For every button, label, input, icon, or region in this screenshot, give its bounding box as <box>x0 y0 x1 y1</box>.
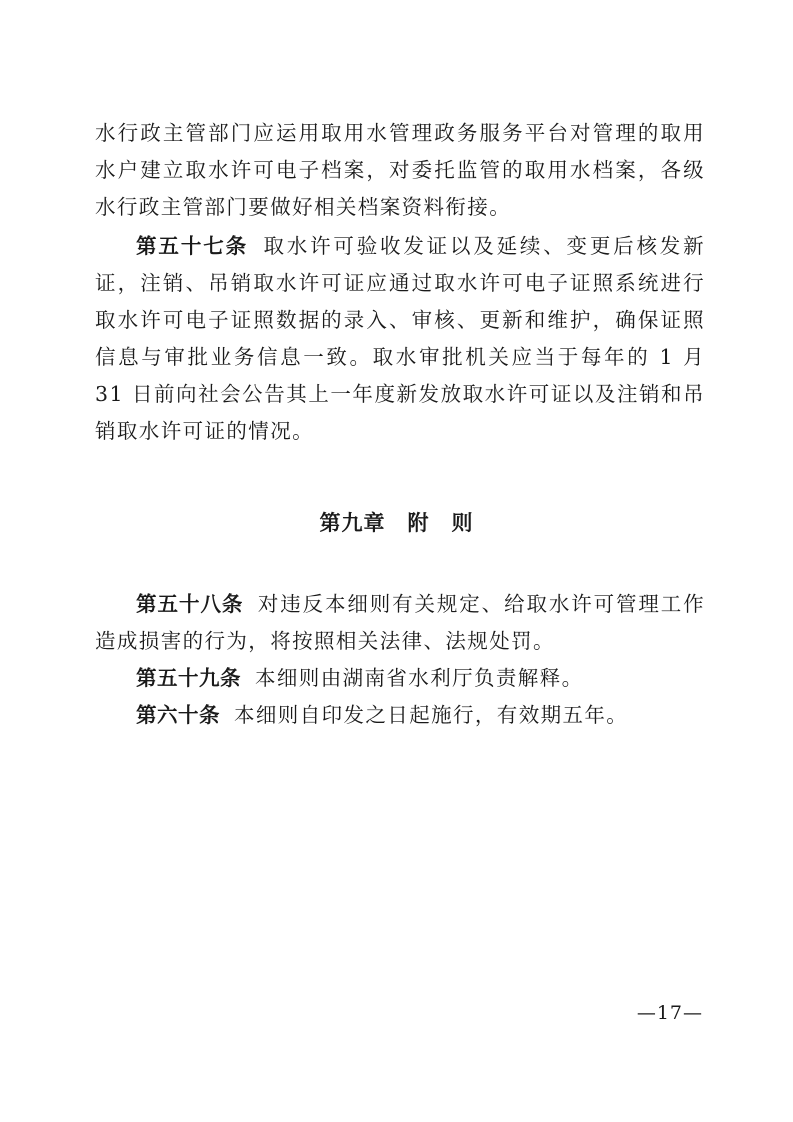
article-60-number: 第六十条 <box>136 703 220 727</box>
article-57-number: 第五十七条 <box>136 234 249 258</box>
chapter-heading <box>0 508 793 538</box>
chapter-number: 第九章 <box>319 511 386 535</box>
article-59-number: 第五十九条 <box>136 666 241 690</box>
article-60-paragraph <box>95 697 705 734</box>
article-57-text: 取水许可验收发证以及延续、变更后核发新证，注销、吊销取水许可证应通过取水许可电子证照系统进行取水许可电子证照数据的录入、审核、更新和维护，确保证照信息与审批业务信息一致。取水审批机关应当于每年的 1 月 31 日前向社会公告其上一年度新发放取水许可证以及注销和吊销取水许可证的情况。 <box>95 234 705 443</box>
continuation-text: 水行政主管部门应运用取用水管理政务服务平台对管理的取用水户建立取水许可电子档案，对委托监管的取用水档案，各级水行政主管部门要做好相关档案资料衔接。 <box>95 121 705 219</box>
article-60-text: 本细则自印发之日起施行，有效期五年。 <box>234 703 629 727</box>
article-58-paragraph <box>95 586 705 660</box>
continuation-paragraph <box>95 115 705 226</box>
article-59-paragraph <box>95 660 705 697</box>
page-number: —17— <box>636 1002 703 1024</box>
chapter-title: 附 则 <box>407 511 474 535</box>
article-59-text: 本细则由湖南省水利厅负责解释。 <box>255 666 584 690</box>
article-58-number: 第五十八条 <box>136 592 244 616</box>
article-57-paragraph <box>95 228 705 450</box>
article-58-text: 对违反本细则有关规定、给取水许可管理工作造成损害的行为，将按照相关法律、法规处罚。 <box>95 592 706 653</box>
